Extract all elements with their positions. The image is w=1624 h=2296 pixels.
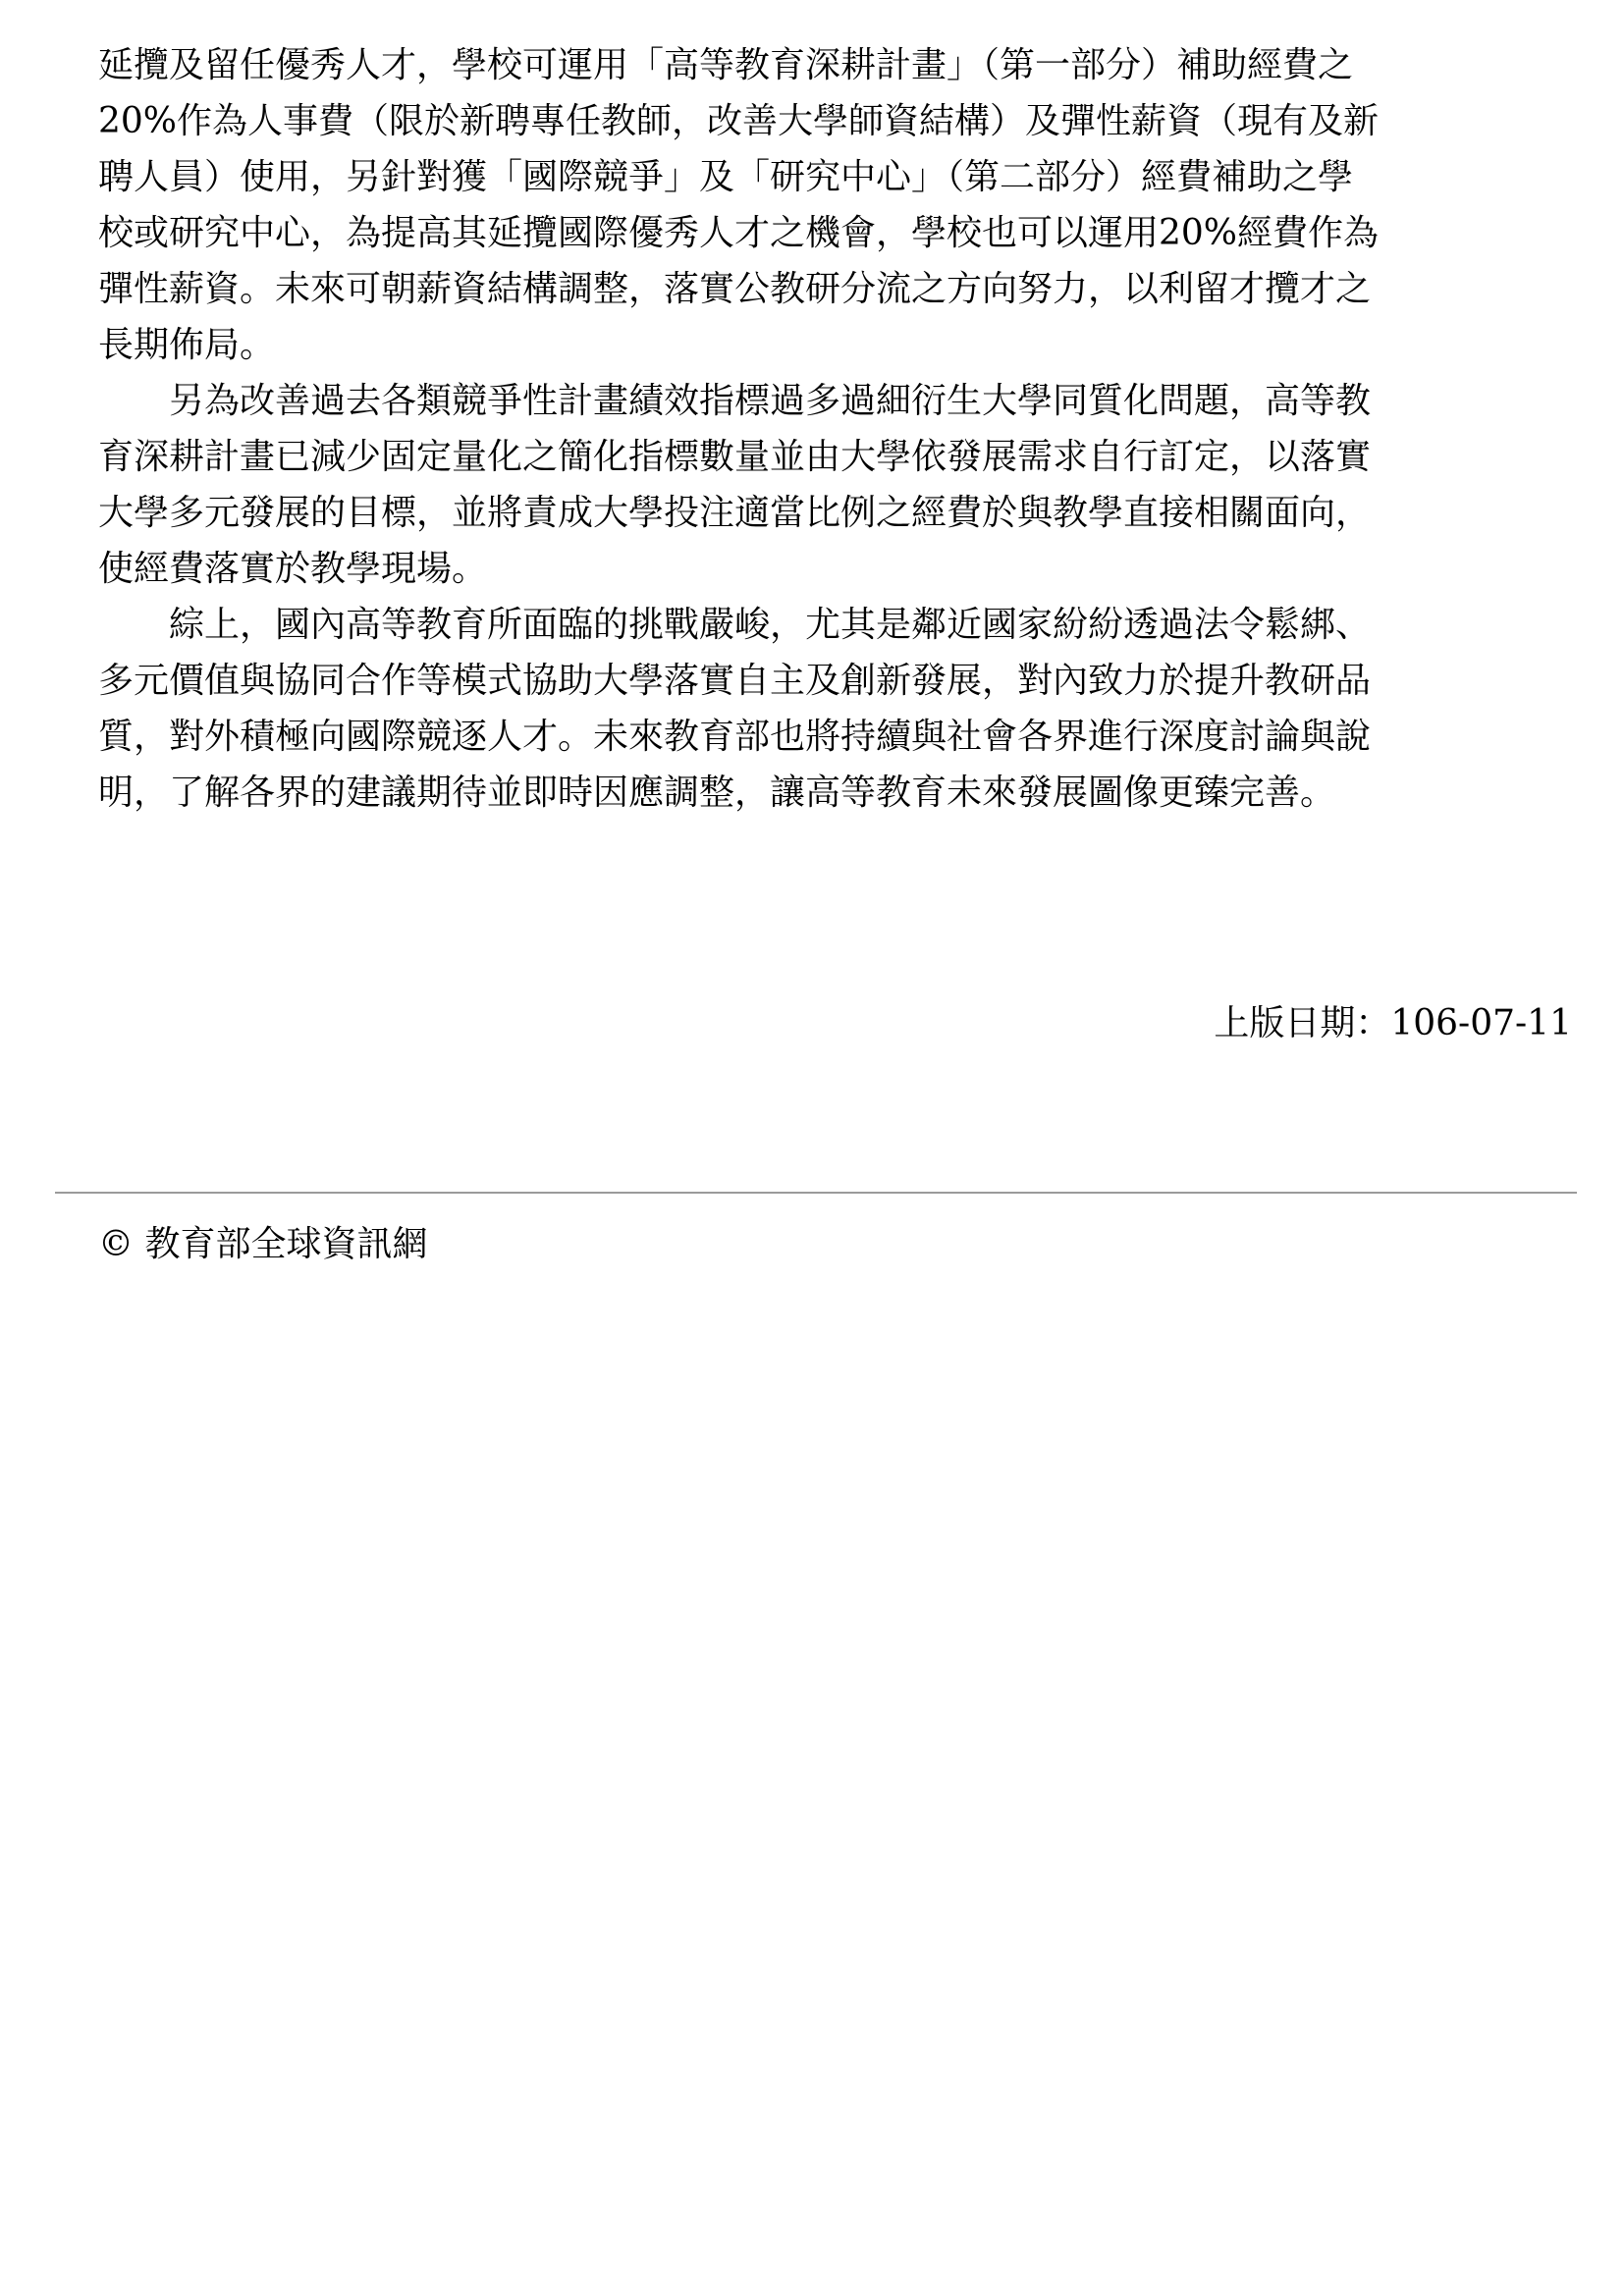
text-line: 彈性薪資。未來可朝薪資結構調整，落實公教研分流之方向努力，以利留才攬才之 xyxy=(98,269,1372,309)
text-line: 另為改善過去各類競爭性計畫績效指標過多過細衍生大學同質化問題，高等教 xyxy=(169,381,1372,421)
text-line: 校或研究中心，為提高其延攬國際優秀人才之機會，學校也可以運用20%經費作為 xyxy=(98,213,1380,253)
body-text xyxy=(98,37,1524,821)
text-line: 質，對外積極向國際競逐人才。未來教育部也將持續與社會各界進行深度討論與說 xyxy=(98,717,1372,757)
text-line: 綜上，國內高等教育所面臨的挑戰嚴峻，尤其是鄰近國家紛紛透過法令鬆綁、 xyxy=(169,605,1372,645)
text-line: 大學多元發展的目標，並將責成大學投注適當比例之經費於與教學直接相關面向， xyxy=(98,493,1372,533)
copyright-notice: © 教育部全球資訊網 xyxy=(98,1224,428,1264)
text-line: 20%作為人事費（限於新聘專任教師，改善大學師資結構）及彈性薪資（現有及新 xyxy=(98,101,1380,141)
text-line: 育深耕計畫已減少固定量化之簡化指標數量並由大學依發展需求自行訂定，以落實 xyxy=(98,437,1372,477)
footer-divider xyxy=(55,1192,1577,1194)
text-line: 長期佈局。 xyxy=(98,325,276,365)
text-line: 聘人員）使用，另針對獲「國際競爭」及「研究中心」（第二部分）經費補助之學 xyxy=(98,157,1354,197)
post-date: 上版日期：106-07-11 xyxy=(1214,1003,1572,1043)
text-line: 延攬及留任優秀人才，學校可運用「高等教育深耕計畫」（第一部分）補助經費之 xyxy=(98,45,1354,85)
text-line: 多元價值與協同合作等模式協助大學落實自主及創新發展，對內致力於提升教研品 xyxy=(98,661,1372,701)
text-line: 明，了解各界的建議期待並即時因應調整，讓高等教育未來發展圖像更臻完善。 xyxy=(98,773,1336,813)
text-line: 使經費落實於教學現場。 xyxy=(98,549,488,589)
